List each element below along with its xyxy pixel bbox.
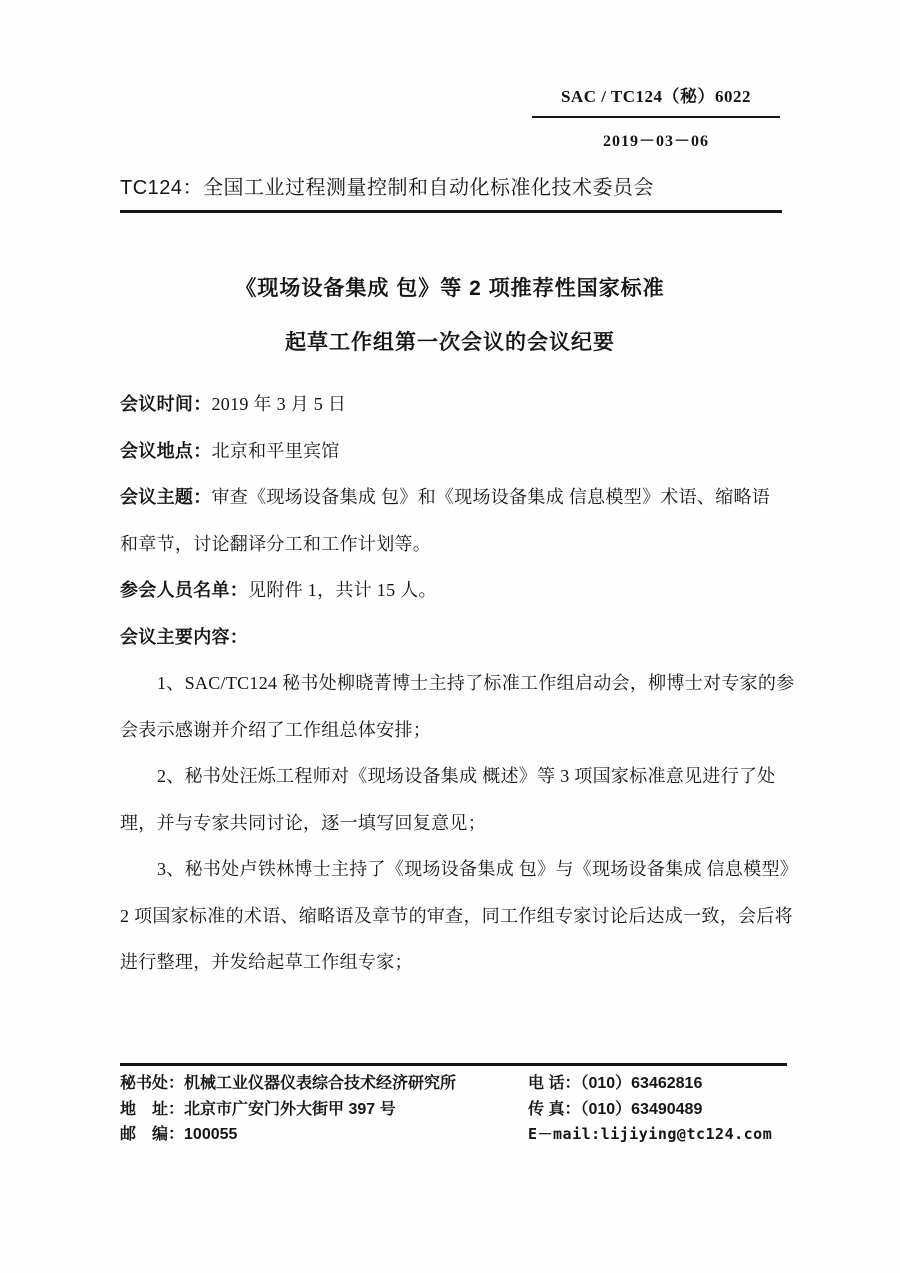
footer-right-column — [528, 1071, 787, 1148]
address-row — [120, 1097, 528, 1123]
meeting-place-value: 北京和平里宾馆 — [211, 440, 340, 461]
attendees-label: 参会人员名单： — [120, 580, 249, 600]
item3-line3: 进行整理，并发给起草工作组专家； — [120, 952, 413, 972]
postcode-row — [120, 1122, 528, 1148]
main-content-heading: 会议主要内容： — [120, 626, 249, 647]
document-body — [120, 381, 799, 986]
header-rule — [120, 210, 782, 213]
email-row: E－mail:lijiying@tc124.com — [528, 1125, 773, 1143]
item1-line2: 会表示感谢并介绍了工作组总体安排； — [120, 719, 432, 740]
doc-number: SAC / TC124（秘）6022 — [560, 87, 752, 106]
footer-rule — [120, 1063, 787, 1066]
footer-left-column — [120, 1071, 528, 1148]
fax-row — [528, 1097, 787, 1123]
meeting-time-row — [120, 381, 782, 428]
secretariat-value: 机械工业仪器仪表综合技术经济研究所 — [184, 1075, 457, 1092]
address-value: 北京市广安门外大街甲 397 号 — [184, 1100, 396, 1118]
committee-title: TC124：全国工业过程测量控制和自动化标准化技术委员会 — [120, 177, 655, 199]
phone-row — [528, 1071, 787, 1097]
address-label: 地 址： — [120, 1100, 185, 1118]
postcode-label: 邮 编： — [120, 1126, 185, 1143]
item2-line2: 理，并与专家共同讨论，逐一填写回复意见； — [120, 812, 486, 833]
doc-date: 2019－03－06 — [602, 133, 709, 150]
meeting-topic-text-1: 审查《现场设备集成 包》和《现场设备集成 信息模型》术语、缩略语 — [211, 487, 771, 507]
fax-label: 传 真： — [528, 1100, 581, 1118]
item2-line1: 2、秘书处汪烁工程师对《现场设备集成 概述》等 3 项国家标准意见进行了处 — [157, 766, 776, 786]
attendees-row — [120, 567, 782, 614]
page-title — [0, 272, 900, 356]
page-title-line2: 起草工作组第一次会议的会议纪要 — [285, 331, 615, 354]
item3-line2: 2 项国家标准的术语、缩略语及章节的审查，同工作组专家讨论后达成一致，会后将 — [120, 905, 793, 926]
meeting-topic-label: 会议主题： — [120, 487, 212, 507]
page-title-line1: 《现场设备集成 包》等 2 项推荐性国家标准 — [235, 277, 665, 300]
secretariat-label: 秘书处： — [120, 1075, 185, 1092]
meeting-place-row — [120, 428, 782, 475]
fax-value: （010）63490489 — [580, 1100, 703, 1118]
doc-header — [532, 82, 780, 151]
phone-value: （010）63462816 — [580, 1075, 703, 1092]
attendees-value: 见附件 1，共计 15 人。 — [248, 580, 437, 600]
item1-line1: 1、SAC/TC124 秘书处柳晓菁博士主持了标准工作组启动会，柳博士对专家的参 — [157, 673, 795, 693]
meeting-time-value: 2019 年 3 月 5 日 — [211, 394, 347, 414]
meeting-topic-row — [120, 474, 782, 521]
meeting-time-label: 会议时间： — [120, 394, 212, 414]
postcode-value: 100055 — [184, 1126, 238, 1143]
meeting-topic-continuation: 和章节，讨论翻译分工和工作计划等。 — [120, 533, 432, 554]
item3-line1: 3、秘书处卢铁林博士主持了《现场设备集成 包》与《现场设备集成 信息模型》 — [157, 859, 799, 879]
phone-label: 电 话： — [528, 1075, 581, 1092]
footer — [120, 1071, 787, 1148]
secretariat-row — [120, 1071, 528, 1097]
meeting-place-label: 会议地点： — [120, 440, 212, 461]
